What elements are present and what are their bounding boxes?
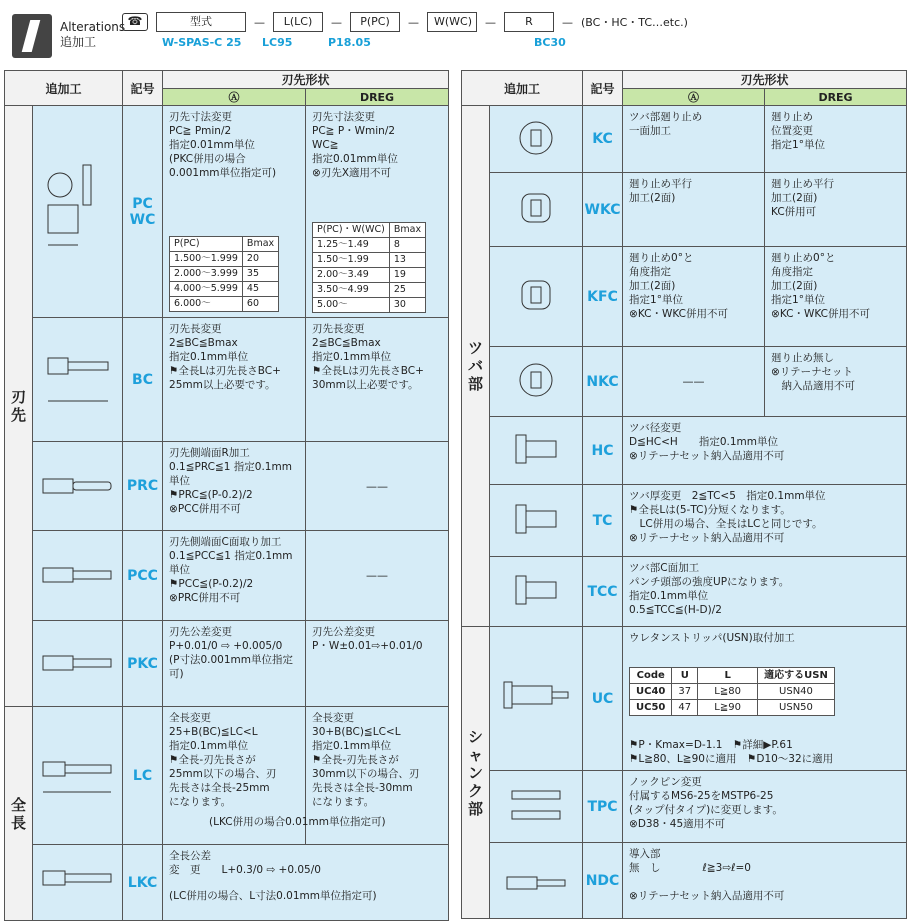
sym-wkc: WKC — [583, 173, 623, 247]
figure-bc — [33, 318, 123, 442]
sym-prc: PRC — [123, 442, 163, 531]
figure-kfc — [490, 247, 583, 347]
prc-a-text: 刃先側端面R加工 0.1≦PRC≦1 指定0.1mm単位 ⚑PRC≦(P-0.2)/2 ⊗PCC併用不可 — [163, 442, 306, 531]
figure-hc — [490, 417, 583, 485]
header-title: Alterations 追加工 — [60, 20, 126, 49]
code-type: 型式 — [156, 12, 246, 32]
section-tsuba: ツ バ 部 — [462, 106, 490, 627]
kfc-d-text: 廻り止め0°と 角度指定 加工(2面) 指定1°単位 ⊗KC・WKC併用不可 — [765, 247, 907, 347]
code-format: ☎ 型式 — L(LC) — P(PC) — W(WC) — R — (BC・HC・TC…etc.) — [122, 10, 688, 34]
sym-uc: UC — [583, 627, 623, 771]
right-table — [461, 70, 907, 919]
lkc-text: 全長公差 変 更 L+0.3/0 ⇨ +0.05/0 — [169, 850, 321, 876]
code-w: W(WC) — [427, 12, 477, 32]
nkc-d-text: 廻り止め無し ⊗リテーナセット 納入品適用不可 — [765, 347, 907, 417]
hc-text: ツバ径変更 D≦HC<H 指定0.1mm単位 ⊗リテーナセット納入品適用不可 — [623, 417, 907, 485]
kfc-a-text: 廻り止め0°と 角度指定 加工(2面) 指定1°単位 ⊗KC・WKC併用不可 — [623, 247, 765, 347]
sym-lc: LC — [123, 707, 163, 845]
pcc-a-text: 刃先側端面C面取り加工 0.1≦PCC≦1 指定0.1mm単位 ⚑PCC≦(P-0.2)/2 ⊗PRC併用不可 — [163, 531, 306, 621]
sym-nkc: NKC — [583, 347, 623, 417]
figure-pcc — [33, 531, 123, 621]
figure-uc — [490, 627, 583, 771]
tc-text: ツバ厚変更 2≦TC<5 指定0.1mm単位 ⚑全長Lは(5-TC)分短くなります。 LC併用の場合、全長はLCと同じです。 ⊗リテーナセット納入品適用不可 — [623, 485, 907, 557]
phone-icon: ☎ — [122, 13, 148, 31]
figure-tc — [490, 485, 583, 557]
col-shape: 刃先形状 — [163, 71, 449, 89]
r-col-shape: 刃先形状 — [623, 71, 907, 89]
r-col-a: Ⓐ — [623, 89, 765, 106]
sym-pc: PC WC — [123, 106, 163, 318]
uc-text: ウレタンストリッパ(USN)取付加工 — [629, 632, 795, 644]
pc-a-text: 刃先寸法変更 PC≧ Pmin/2 指定0.01mm単位 (PKC併用の場合 0.001mm単位指定可) — [169, 111, 277, 179]
section-blade: 刃 先 — [5, 106, 33, 707]
pkc-d-text: 刃先公差変更 P・W±0.01⇨+0.01/0 — [306, 621, 449, 707]
figure-kc — [490, 106, 583, 173]
lc-note: (LKC併用の場合0.01mm単位指定可) — [209, 816, 386, 828]
code-etc: (BC・HC・TC…etc.) — [581, 16, 688, 29]
col-d: DREG — [306, 89, 449, 106]
sym-tpc: TPC — [583, 771, 623, 843]
section-length: 全 長 — [5, 707, 33, 921]
sym-kfc: KFC — [583, 247, 623, 347]
kc-a-text: ツバ部廻り止め 一面加工 — [623, 106, 765, 173]
r-col-alter: 追加工 — [462, 71, 583, 106]
pkc-a-text: 刃先公差変更 P+0.01/0 ⇨ +0.005/0 (P寸法0.001mm単位指定可) — [163, 621, 306, 707]
figure-pkc — [33, 621, 123, 707]
header — [4, 6, 909, 66]
lkc-note: (LC併用の場合、L寸法0.01mm単位指定可) — [169, 890, 377, 902]
sym-tc: TC — [583, 485, 623, 557]
tcc-text: ツバ部C面加工 パンチ頭部の強度UPになります。 指定0.1mm単位 0.5≦TCC≦(H-D)/2 — [623, 557, 907, 627]
col-a: Ⓐ — [163, 89, 306, 106]
bc-d-text: 刃先長変更 2≦BC≦Bmax 指定0.1mm単位 ⚑全長Lは刃先長さBC+ 30mm以上必要です。 — [306, 318, 449, 442]
wkc-d-text: 廻り止め平行 加工(2面) KC併用可 — [765, 173, 907, 247]
example-lc: LC95 — [262, 36, 293, 49]
pc-table-a: P(PC) Bmax 1.500～1.999 20 2.000～3.999 35 4.000～5.999 45 6.000～ 60 — [169, 236, 279, 312]
prc-d-text: —— — [306, 442, 449, 531]
sym-hc: HC — [583, 417, 623, 485]
tpc-text: ノックピン変更 付属するMS6-25をMSTP6-25 (タップ付タイプ)に変更します。 ⊗D38・45適用不可 — [623, 771, 907, 843]
sym-bc: BC — [123, 318, 163, 442]
pc-table-d: P(PC)・W(WC) Bmax 1.25～1.49 8 1.50～1.99 13 2.00～3.49 19 3.50～4.99 25 5.00～ 30 — [312, 222, 426, 313]
sym-pcc: PCC — [123, 531, 163, 621]
wkc-a-text: 廻り止め平行 加工(2面) — [623, 173, 765, 247]
bc-a-text: 刃先長変更 2≦BC≦Bmax 指定0.1mm単位 ⚑全長Lは刃先長さBC+ 25mm以上必要です。 — [163, 318, 306, 442]
lc-d-text: 全長変更 30+B(BC)≦LC<L 指定0.1mm単位 ⚑全長-刃先長さが 30mm以下の場合、刃 先長さは全長-30mm になります。 — [306, 707, 449, 845]
figure-nkc — [490, 347, 583, 417]
sym-ndc: NDC — [583, 843, 623, 919]
uc-table: Code U L 適応するUSN UC40 37 L≧80 USN40 UC50 47 L≧90 USN50 — [629, 667, 835, 716]
nkc-a-text: —— — [623, 347, 765, 417]
example-bc: BC30 — [534, 36, 566, 49]
figure-ndc — [490, 843, 583, 919]
ndc-text: 導入部 無 し ℓ≧3⇨ℓ=0 ⊗リテーナセット納入品適用不可 — [623, 843, 907, 919]
uc-note: ⚑P・Kmax=D-1.1 ⚑詳細▶P.61 ⚑L≧80、L≧90に適用 ⚑D10～32に適用 — [629, 739, 834, 765]
sym-pkc: PKC — [123, 621, 163, 707]
kc-d-text: 廻り止め 位置変更 指定1°単位 — [765, 106, 907, 173]
figure-lkc — [33, 845, 123, 921]
figure-tpc — [490, 771, 583, 843]
figure-lc — [33, 707, 123, 845]
figure-prc — [33, 442, 123, 531]
example-p: P18.05 — [328, 36, 371, 49]
example-type: W-SPAS-C 25 — [162, 36, 242, 49]
figure-tcc — [490, 557, 583, 627]
lc-a-text: 全長変更 25+B(BC)≦LC<L 指定0.1mm単位 ⚑全長-刃先長さが 25mm以下の場合、刃 先長さは全長-25mm になります。 — [169, 712, 277, 808]
pc-d-text: 刃先寸法変更 PC≧ P・Wmin/2 WC≧ 指定0.01mm単位 ⊗刃先X適用不可 — [312, 111, 398, 179]
pcc-d-text: —— — [306, 531, 449, 621]
figure-pc — [33, 106, 123, 318]
left-table — [4, 70, 449, 921]
drill-logo-icon — [12, 14, 52, 58]
code-l: L(LC) — [273, 12, 323, 32]
r-col-sym: 記号 — [583, 71, 623, 106]
sym-tcc: TCC — [583, 557, 623, 627]
code-p: P(PC) — [350, 12, 400, 32]
col-sym: 記号 — [123, 71, 163, 106]
code-r: R — [504, 12, 554, 32]
col-alter: 追加工 — [5, 71, 123, 106]
r-col-d: DREG — [765, 89, 907, 106]
sym-lkc: LKC — [123, 845, 163, 921]
sym-kc: KC — [583, 106, 623, 173]
figure-wkc — [490, 173, 583, 247]
section-shank: シ ャ ン ク 部 — [462, 627, 490, 919]
